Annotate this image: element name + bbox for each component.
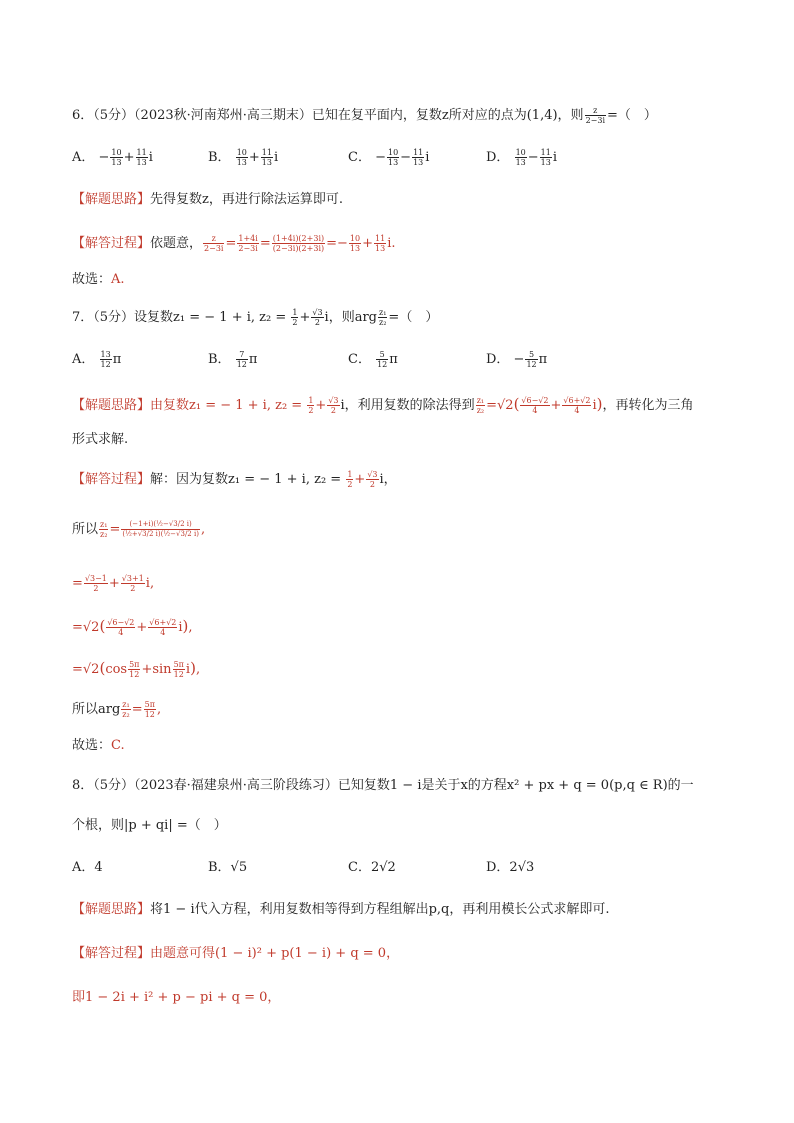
q6-answer: 故选：A. bbox=[72, 272, 125, 287]
q7-step3: =√2( $\frac{√6-√2}{4}$ + $\frac{√6+√2}{4}$ i), bbox=[72, 617, 193, 637]
q7-option-d: D． − $\frac{5}{12}$ π bbox=[486, 350, 548, 369]
q6-option-d: D． $\frac{10}{13}$ − $\frac{11}{13}$ i bbox=[486, 148, 558, 167]
q8-stem-line2: 个根，则|p + qi| =（ ） bbox=[72, 818, 227, 833]
q8-proc-line2: 即1 − 2i + i² + p − pi + q = 0， bbox=[72, 990, 281, 1005]
q6-option-a: A． − $\frac{10}{13}$ + $\frac{11}{13}$ i bbox=[72, 148, 153, 167]
q7-step2: = $\frac{√3-1}{2}$ + $\frac{√3+1}{2}$ i, bbox=[72, 574, 155, 593]
q7-option-b: B． $\frac{7}{12}$ π bbox=[208, 350, 258, 369]
q6-stem: 6．（5分）（2023秋·河南郑州·高三期末）已知在复平面内，复数z所对应的点为(1,4)，则 $\frac{z}{2-3i}$ =（ ） bbox=[72, 106, 657, 125]
q7-think-line2: 形式求解. bbox=[72, 432, 129, 447]
q7-step1: 所以 $\frac{\text{z₁}}{\text{z₂}}$ = $\frac{\text{(−1+i)(½−√3/2 i)}}{\text{(½+√3/2 i)(½−√3/2 i)}}$ , bbox=[72, 520, 206, 539]
q7-step4: =√2(cos $\frac{5\pi}{12}$ +sin $\frac{5\pi}{12}$ i), bbox=[72, 659, 201, 679]
q6-think: 【解题思路】先得复数z，再进行除法运算即可. bbox=[72, 192, 343, 207]
q7-proc: 【解答过程】解：因为复数z₁ = − 1 + i, z₂ = $\frac{1}{2}$ + $\frac{√3}{2}$ i， bbox=[72, 470, 397, 489]
q7-stem: 7．（5分）设复数z₁ = − 1 + i, z₂ = $\frac{1}{2}$ + $\frac{√3}{2}$ i，则arg $\frac{\text{z₁}}{\text{z₂}}$ =（ ） bbox=[72, 308, 439, 327]
q8-stem: 8．（5分）（2023春·福建泉州·高三阶段练习）已知复数1 − i是关于x的方程x² + px + q = 0(p,q ∈ R)的一 bbox=[72, 778, 694, 793]
q6-frac: $\frac{z}{2-3i}$ bbox=[585, 106, 606, 125]
q8-option-d: D．2√3 bbox=[486, 860, 535, 875]
q7-option-a: A． $\frac{13}{12}$ π bbox=[72, 350, 122, 369]
q8-option-b: B．√5 bbox=[208, 860, 248, 875]
q6-proc: 【解答过程】依题意， $\frac{z}{2-3i}$ = $\frac{1+4i}{2-3i}$ = $\frac{(1+4i)(2+3i)}{(2-3i)(2+3i)}$ =− $\frac{10}{13}$ + $\frac{11}{13}$ i. bbox=[72, 234, 396, 253]
q7-step5: 所以arg $\frac{\text{z₁}}{\text{z₂}}$ = $\frac{5\pi}{12}$ , bbox=[72, 700, 162, 719]
q6-option-c: C． − $\frac{10}{13}$ − $\frac{11}{13}$ i bbox=[348, 148, 430, 167]
q7-option-c: C． $\frac{5}{12}$ π bbox=[348, 350, 398, 369]
q8-think: 【解题思路】将1 − i代入方程，利用复数相等得到方程组解出p,q，再利用模长公式求解即可. bbox=[72, 902, 610, 917]
q6-option-b: B． $\frac{10}{13}$ + $\frac{11}{13}$ i bbox=[208, 148, 279, 167]
q7-answer: 故选：C. bbox=[72, 738, 125, 753]
q7-think: 【解题思路】由复数z₁ = − 1 + i, z₂ = $\frac{1}{2}$ + $\frac{√3}{2}$ i，利用复数的除法得到 $\frac{\text{z₁}}{\text{z₂}}$ =√2( $\frac{√6-√2}{4}$ + $\frac{√6+√2}{4}$ i)，再转化为三角 bbox=[72, 395, 694, 415]
q8-option-c: C．2√2 bbox=[348, 860, 396, 875]
q8-option-a: A．4 bbox=[72, 860, 103, 875]
q8-proc: 【解答过程】由题意可得(1 − i)² + p(1 − i) + q = 0， bbox=[72, 946, 400, 961]
